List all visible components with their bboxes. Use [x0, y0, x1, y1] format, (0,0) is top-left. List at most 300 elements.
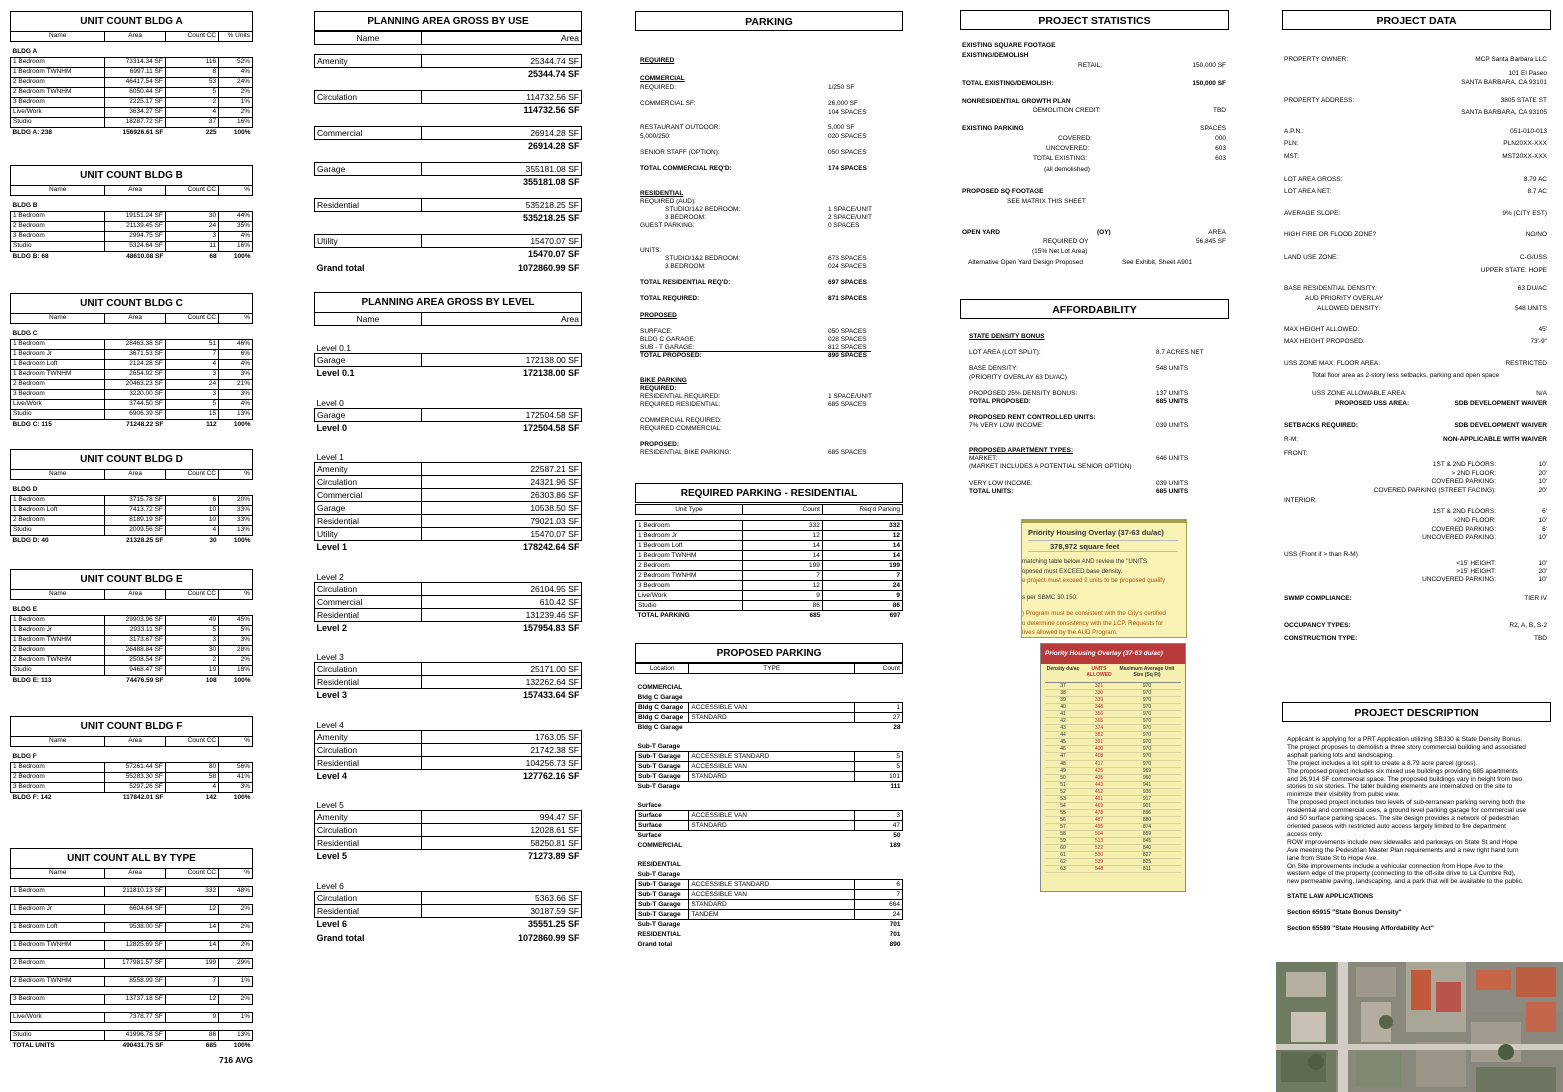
- table-cell: 2 Bedroom: [11, 516, 105, 526]
- line-value: 20': [1538, 568, 1547, 575]
- column-header: Name: [315, 32, 422, 45]
- table-cell: 13%: [219, 526, 253, 536]
- overlay-cell: 970: [1142, 746, 1152, 753]
- aerial-photo: [1276, 962, 1563, 1092]
- unit-count-title: UNIT COUNT BLDG D: [10, 449, 253, 469]
- line-label: RESTAURANT OUTDOOR:: [640, 124, 721, 131]
- group-label: BLDG A: [12, 48, 38, 56]
- total-cell: BLDG B: 68: [12, 252, 49, 260]
- column-header: Count CC: [165, 470, 218, 480]
- table-row: [11, 78, 253, 88]
- total-cell: 48610.08 SF: [126, 252, 164, 260]
- line-value: 150,000 SF: [1192, 62, 1226, 69]
- overlay-row: [1045, 852, 1181, 859]
- total-cell: 490431.75 SF: [122, 1041, 164, 1049]
- total-cell: BLDG C: 115: [12, 420, 52, 428]
- use-area: 994.47 SF: [421, 811, 581, 824]
- table-cell: 1 Bedroom: [11, 496, 105, 506]
- level-name: Level 6: [316, 880, 344, 891]
- info-line: [960, 80, 1229, 89]
- table-cell: 12: [822, 531, 902, 541]
- level-subtotal: 172504.58 SF: [522, 422, 580, 433]
- use-area: 132262.64 SF: [421, 676, 581, 689]
- use-subtotal: 26914.28 SF: [527, 141, 580, 152]
- table-row: [315, 811, 582, 824]
- use-name: Residential: [315, 515, 422, 528]
- column-header: %: [219, 186, 253, 196]
- level-name: Level 0.1: [316, 343, 351, 353]
- table-cell: 1 Bedroom Jr: [11, 626, 105, 636]
- table-cell: 2 Bedroom: [11, 380, 105, 390]
- table-cell: 46417.54 SF: [105, 78, 166, 88]
- overlay-cell: 970: [1142, 690, 1152, 697]
- line-value: 104 SPACES: [828, 109, 867, 116]
- table-cell: 2 Bedroom: [11, 222, 105, 232]
- alt-open-yard-line: [960, 259, 1229, 268]
- table-cell: Surface: [636, 811, 689, 821]
- table-cell: 2933.11 SF: [105, 626, 166, 636]
- table-row: [636, 910, 903, 920]
- description-line: western edge of the property (connecting to the off-site drive to La Cumbre Rd),: [1287, 870, 1516, 878]
- total-cell: 685: [205, 1041, 217, 1049]
- use-area: 15470.07 SF: [421, 235, 581, 248]
- table-cell: 12: [165, 905, 218, 915]
- overlay-row: [1045, 838, 1181, 845]
- table-row: [11, 88, 253, 98]
- total-cell: BLDG A: 238: [12, 128, 52, 136]
- overlay-cell: 970: [1142, 704, 1152, 711]
- overlay-row: [1045, 796, 1181, 803]
- line-label: USS ZONE MAX. FLOOR AREA:: [1284, 360, 1381, 367]
- table-cell: 46%: [219, 340, 253, 350]
- column-header: Count CC: [165, 737, 218, 747]
- table-row: [315, 663, 582, 676]
- table-row: [11, 526, 253, 536]
- overlay-row: [1045, 831, 1181, 838]
- overlay-cell: 840: [1142, 845, 1152, 852]
- table-cell: Bldg C Garage: [636, 703, 689, 713]
- overlay-cell: 970: [1142, 725, 1152, 732]
- description-line: Ave meeting the Pedestrian Master Plan requirements and a new right hand turn: [1287, 846, 1519, 854]
- description-line: lane from State St to Hope Ave.: [1287, 854, 1378, 862]
- info-line: [960, 62, 1229, 71]
- unit-count-bldg-d: [10, 449, 253, 546]
- line-value: 000: [1215, 135, 1226, 142]
- table-cell: 73314.34 SF: [105, 58, 166, 68]
- line-label: >2ND FLOOR:: [1453, 517, 1496, 524]
- table-cell: Sub-T Garage: [636, 752, 689, 762]
- subtotal-value: 111: [890, 783, 901, 791]
- info-line: [635, 279, 903, 288]
- table-cell: 6997.11 SF: [105, 68, 166, 78]
- desc-body: [1282, 722, 1551, 886]
- use-name: Residential: [315, 904, 422, 917]
- table-cell: 55283.30 SF: [105, 773, 166, 783]
- info-line: [1282, 188, 1551, 197]
- info-line: [1282, 254, 1551, 263]
- line-label: STUDIO/1&2 BEDROOM:: [665, 206, 741, 213]
- affordability: [960, 299, 1229, 495]
- table-cell: 13%: [219, 1031, 253, 1041]
- unit-count-all: [10, 848, 253, 1065]
- overlay-row: [1045, 782, 1181, 789]
- use-name: Residential: [315, 837, 422, 850]
- table-cell: 3%: [219, 370, 253, 380]
- total-cell: 112: [206, 420, 217, 428]
- line-label: TOTAL EXISTING:: [1033, 155, 1088, 162]
- table-cell: Sub-T Garage: [636, 910, 689, 920]
- level-subtotal-label: Level 3: [316, 690, 348, 701]
- table-cell: 28%: [219, 646, 253, 656]
- use-area: 172504.58 SF: [421, 408, 581, 421]
- table-cell: Studio: [11, 666, 105, 676]
- table-cell: 6604.64 SF: [105, 905, 166, 915]
- subtotal-row: [636, 723, 903, 733]
- table-cell: 1%: [219, 1013, 253, 1023]
- use-name: Commercial: [315, 595, 422, 608]
- text-label: BIKE PARKING: [640, 377, 687, 384]
- line-value: 8.79 AC: [1523, 176, 1547, 183]
- by-use-table: [314, 31, 582, 276]
- table-cell: 56%: [219, 763, 253, 773]
- line-value: MST20XX-XXX: [1502, 153, 1547, 160]
- text-label: (MARKET INCLUDES A POTENTIAL SENIOR OPTION): [969, 463, 1132, 470]
- info-line: [1282, 422, 1551, 431]
- table-cell: 2009.56 SF: [105, 526, 166, 536]
- average-label: 716 AVG: [218, 1054, 253, 1065]
- table-row: [11, 390, 253, 400]
- table-cell: 3%: [219, 783, 253, 793]
- column-header: TYPE: [689, 664, 855, 674]
- overlay-cell: 970: [1142, 711, 1152, 718]
- use-area: 26104.95 SF: [421, 582, 581, 595]
- overlay-cell: 61: [1060, 852, 1066, 859]
- overlay-cell: 45: [1060, 739, 1066, 746]
- subtotal-value: 701: [889, 921, 901, 929]
- table-cell: Live/Work: [11, 1013, 105, 1023]
- table-cell: 15: [165, 410, 218, 420]
- table-cell: 4: [165, 783, 218, 793]
- table-cell: 48%: [219, 887, 253, 897]
- line-label: PROPERTY ADDRESS:: [1284, 97, 1355, 104]
- table-row: [315, 463, 582, 476]
- line-value: 051-010-013: [1510, 128, 1547, 135]
- table-row: [636, 551, 903, 561]
- table-row: [11, 232, 253, 242]
- table-row: [11, 995, 253, 1005]
- table-cell: 1 Bedroom Loft: [11, 923, 105, 933]
- line-label: 1ST & 2ND FLOORS:: [1432, 508, 1496, 515]
- unit-count-table: [10, 868, 253, 1051]
- overlay-cell: 901: [1142, 802, 1152, 809]
- use-area: 1763.05 SF: [421, 730, 581, 743]
- table-row: [11, 506, 253, 516]
- table-cell: Surface: [636, 821, 689, 831]
- overlay-cell: 48: [1060, 760, 1066, 767]
- table-cell: Live/Work: [11, 400, 105, 410]
- line-value: 26,000 SF: [828, 100, 858, 107]
- table-cell: 9538.00 SF: [105, 923, 166, 933]
- text-label: PROPOSED RENT CONTROLLED UNITS:: [969, 414, 1096, 421]
- line-value: 548 UNITS: [1514, 305, 1547, 312]
- column-header: Count CC: [165, 32, 218, 42]
- table-row: [315, 354, 582, 367]
- line-label: PLN:: [1284, 140, 1299, 147]
- overlay-cell: 63: [1060, 866, 1066, 873]
- text-label: SANTA BARBARA, CA 93105: [1461, 109, 1547, 116]
- table-cell: 7: [822, 571, 902, 581]
- total-row: [11, 676, 253, 686]
- total-row: [11, 793, 253, 803]
- line-value: C-G/USS: [1519, 254, 1547, 261]
- prop-park-title: PROPOSED PARKING: [635, 643, 903, 663]
- total-cell: 100%: [233, 128, 251, 136]
- unit-count-table: [10, 589, 253, 686]
- overlay-cell: 417: [1094, 760, 1104, 767]
- use-name: Residential: [315, 608, 422, 621]
- line-label: COVERED PARKING:: [1431, 478, 1496, 485]
- use-area: 10538.50 SF: [421, 502, 581, 515]
- table-row: [11, 959, 253, 969]
- table-cell: 41%: [219, 773, 253, 783]
- level-subtotal: 71273.89 SF: [527, 851, 580, 862]
- table-row: [315, 730, 582, 743]
- priority-overlay-note: [1021, 519, 1187, 638]
- table-row: [315, 743, 582, 756]
- table-cell: 2 Bedroom TWNHM: [11, 88, 105, 98]
- table-cell: 3: [165, 232, 218, 242]
- description-line: and 26,914 SF commercial space. The proposed buildings vary in height from two: [1287, 775, 1523, 783]
- info-line: [1282, 97, 1551, 106]
- table-cell: 664: [854, 900, 902, 910]
- line-label: SURFACE:: [640, 328, 673, 335]
- line-label: >15' HEIGHT:: [1456, 568, 1496, 575]
- overlay-cell: 811: [1143, 866, 1151, 873]
- table-cell: 8: [165, 68, 218, 78]
- overlay-cell: 365: [1094, 718, 1104, 725]
- table-cell: 4: [165, 108, 218, 118]
- total-cell: 71248.22 SF: [126, 420, 164, 428]
- table-row: [11, 646, 253, 656]
- table-row: [315, 163, 582, 176]
- table-cell: 44%: [219, 212, 253, 222]
- table-cell: 37: [165, 118, 218, 128]
- text-label: INTERIOR:: [1284, 497, 1317, 504]
- overlay-cell: 495: [1094, 823, 1104, 830]
- line-label: BLDG C GARAGE:: [640, 336, 696, 343]
- overlay-cell: 356: [1094, 711, 1104, 718]
- line-value: 150,000 SF: [1192, 80, 1226, 87]
- subtotal-label: Sub-T Garage: [637, 783, 681, 791]
- column-header: Unit Type: [636, 505, 743, 515]
- line-label: 5,000/250:: [640, 133, 671, 140]
- table-cell: 3 Bedroom: [11, 98, 105, 108]
- overlay-row: [1045, 859, 1181, 866]
- total-cell: 685: [809, 612, 821, 620]
- use-subtotal: 114732.56 SF: [523, 105, 580, 116]
- text-label: 101 El Paseo: [1508, 70, 1547, 77]
- table-cell: 1 Bedroom TWNHM: [11, 941, 105, 951]
- line-value: 050 SPACES: [828, 149, 867, 156]
- level-subtotal: 35551.25 SF: [527, 918, 580, 929]
- table-cell: 33%: [219, 516, 253, 526]
- column-header: Name: [315, 312, 422, 325]
- table-cell: 14: [165, 923, 218, 933]
- table-cell: 18%: [219, 666, 253, 676]
- use-name: Residential: [315, 756, 422, 769]
- use-area: 25171.00 SF: [421, 663, 581, 676]
- text-label: AUD PRIORITY OVERLAY: [1305, 295, 1384, 302]
- table-cell: STANDARD: [689, 772, 855, 782]
- project-description: [1282, 702, 1551, 932]
- group-label: BLDG E: [12, 606, 38, 614]
- overlay-cell: 530: [1094, 852, 1104, 859]
- table-cell: 3: [165, 370, 218, 380]
- info-line: [960, 135, 1229, 144]
- use-area: 131239.46 SF: [421, 608, 581, 621]
- table-row: [636, 713, 903, 723]
- info-line: [960, 125, 1229, 134]
- info-line: [1282, 595, 1551, 604]
- subtotal-value: 28: [893, 724, 901, 732]
- table-cell: 4%: [219, 360, 253, 370]
- column-header: Name: [11, 186, 105, 196]
- overlay-cell: 408: [1094, 753, 1104, 760]
- line-value: TBD: [1213, 107, 1226, 114]
- overlay-cell: 382: [1094, 732, 1104, 739]
- table-row: [636, 541, 903, 551]
- subtotal-label: RESIDENTIAL: [637, 931, 681, 938]
- table-cell: 2: [165, 98, 218, 108]
- line-value: See Exhibit, Sheet A901: [1122, 259, 1193, 266]
- line-value: 039 UNITS: [1156, 480, 1189, 487]
- unit-count-title: UNIT COUNT BLDG B: [10, 165, 253, 185]
- table-cell: 1 Bedroom TWNHM: [11, 636, 105, 646]
- table-cell: 30: [165, 212, 218, 222]
- setback-line: [1282, 461, 1551, 470]
- table-cell: 58: [165, 773, 218, 783]
- table-cell: 2%: [219, 995, 253, 1005]
- use-area: 355181.08 SF: [421, 163, 581, 176]
- table-cell: Studio: [11, 118, 105, 128]
- subtotal-value: 701: [889, 931, 901, 938]
- overlay-cell: 478: [1094, 809, 1104, 816]
- table-cell: 12825.69 SF: [105, 941, 166, 951]
- table-cell: 57261.44 SF: [105, 763, 166, 773]
- line-value: 685 SPACES: [828, 449, 867, 456]
- unit-count-bldg-c: [10, 293, 253, 430]
- level-subtotal: 127762.16 SF: [522, 770, 580, 781]
- column-header: Count: [854, 664, 902, 674]
- use-name: Circulation: [315, 476, 422, 489]
- info-line: [635, 165, 903, 174]
- table-cell: 2%: [219, 656, 253, 666]
- description-line: oriented paseos with restricted auto access largely limited to fire department: [1287, 822, 1506, 830]
- description-line: On Site improvements include a vehicular connection from Hope Ave to the: [1287, 862, 1503, 870]
- line-value: 20': [1538, 487, 1547, 494]
- line-value: RESTRICTED: [1505, 360, 1547, 367]
- overlay-row: [1045, 718, 1181, 725]
- table-cell: 24: [822, 581, 902, 591]
- table-cell: 199: [165, 959, 218, 969]
- table-row: [11, 58, 253, 68]
- line-label: PROPOSED:: [640, 441, 680, 448]
- line-label: REQUIRED (AUD):: [640, 198, 696, 205]
- total-cell: 156926.61 SF: [122, 128, 164, 136]
- location-label: Sub-T Garage: [637, 870, 681, 878]
- table-cell: 3: [854, 811, 902, 821]
- project-statistics: [960, 10, 1229, 266]
- overlay-cell: 58: [1060, 830, 1066, 837]
- table-cell: 21139.45 SF: [105, 222, 166, 232]
- line-label: TOTAL COMMERCIAL REQ'D:: [640, 165, 732, 172]
- table-row: [636, 811, 903, 821]
- line-label: OCCUPANCY TYPES:: [1284, 622, 1351, 629]
- table-cell: Sub-T Garage: [636, 880, 689, 890]
- line-label: LOT AREA NET:: [1284, 188, 1332, 195]
- table-cell: 2 Bedroom TWNHM: [11, 656, 105, 666]
- table-row: [315, 408, 582, 421]
- text-label: (15% Net Lot Area): [1032, 248, 1088, 255]
- table-cell: 12: [742, 581, 822, 591]
- info-line: [635, 425, 903, 434]
- table-cell: 14: [742, 551, 822, 561]
- overlay-cell: 880: [1142, 816, 1152, 823]
- unit-count-table: [10, 736, 253, 803]
- table-cell: 14: [165, 941, 218, 951]
- column-header: Count: [742, 505, 822, 515]
- table-cell: STANDARD: [689, 900, 855, 910]
- use-area: 25344.74 SF: [421, 55, 581, 68]
- table-row: [11, 666, 253, 676]
- line-label: REQUIRED COMMERCIAL:: [640, 425, 722, 432]
- overlay-cell: 49: [1060, 767, 1066, 774]
- project-data: [1282, 10, 1551, 642]
- column-header: Area: [105, 470, 166, 480]
- overlay-row: [1045, 761, 1181, 768]
- line-label: BASE RESIDENTIAL DENSITY:: [1284, 285, 1377, 292]
- planning-area-column: [314, 11, 582, 945]
- table-cell: 18287.72 SF: [105, 118, 166, 128]
- total-cell: TOTAL PARKING: [637, 612, 690, 620]
- total-cell: 100%: [233, 536, 251, 544]
- table-cell: 2508.54 SF: [105, 656, 166, 666]
- description-line: The proposed project includes two levels of sub-terranean parking serving both the: [1287, 799, 1526, 807]
- subtotal-value: 189: [889, 842, 901, 849]
- unit-count-table: [10, 469, 253, 546]
- table-cell: 9: [822, 591, 902, 601]
- line-label: (OY): [1097, 229, 1111, 236]
- overlay-row: [1045, 753, 1181, 760]
- unit-count-title: UNIT COUNT BLDG A: [10, 11, 253, 31]
- line-value: 6': [1542, 526, 1547, 533]
- info-line: [635, 263, 903, 272]
- text-label: Total floor area as 2-story less setbacks, parking and open space: [1312, 372, 1500, 379]
- overlay-cell: 57: [1060, 823, 1066, 830]
- setback-line: [1282, 576, 1551, 585]
- overlay-cell: 827: [1142, 852, 1152, 859]
- info-line: [635, 449, 903, 458]
- text-label: STATE DENSITY BONUS: [969, 333, 1045, 340]
- overlay-cell: 487: [1094, 816, 1104, 823]
- subtotal-row: [636, 841, 903, 851]
- table-row: [636, 561, 903, 571]
- text-label: PROPOSED: [640, 312, 677, 319]
- line-label: LOT AREA GROSS:: [1284, 176, 1343, 183]
- proposed-parking: [635, 643, 903, 950]
- line-label: PROPOSED USS AREA:: [1335, 400, 1410, 407]
- table-cell: 9: [742, 591, 822, 601]
